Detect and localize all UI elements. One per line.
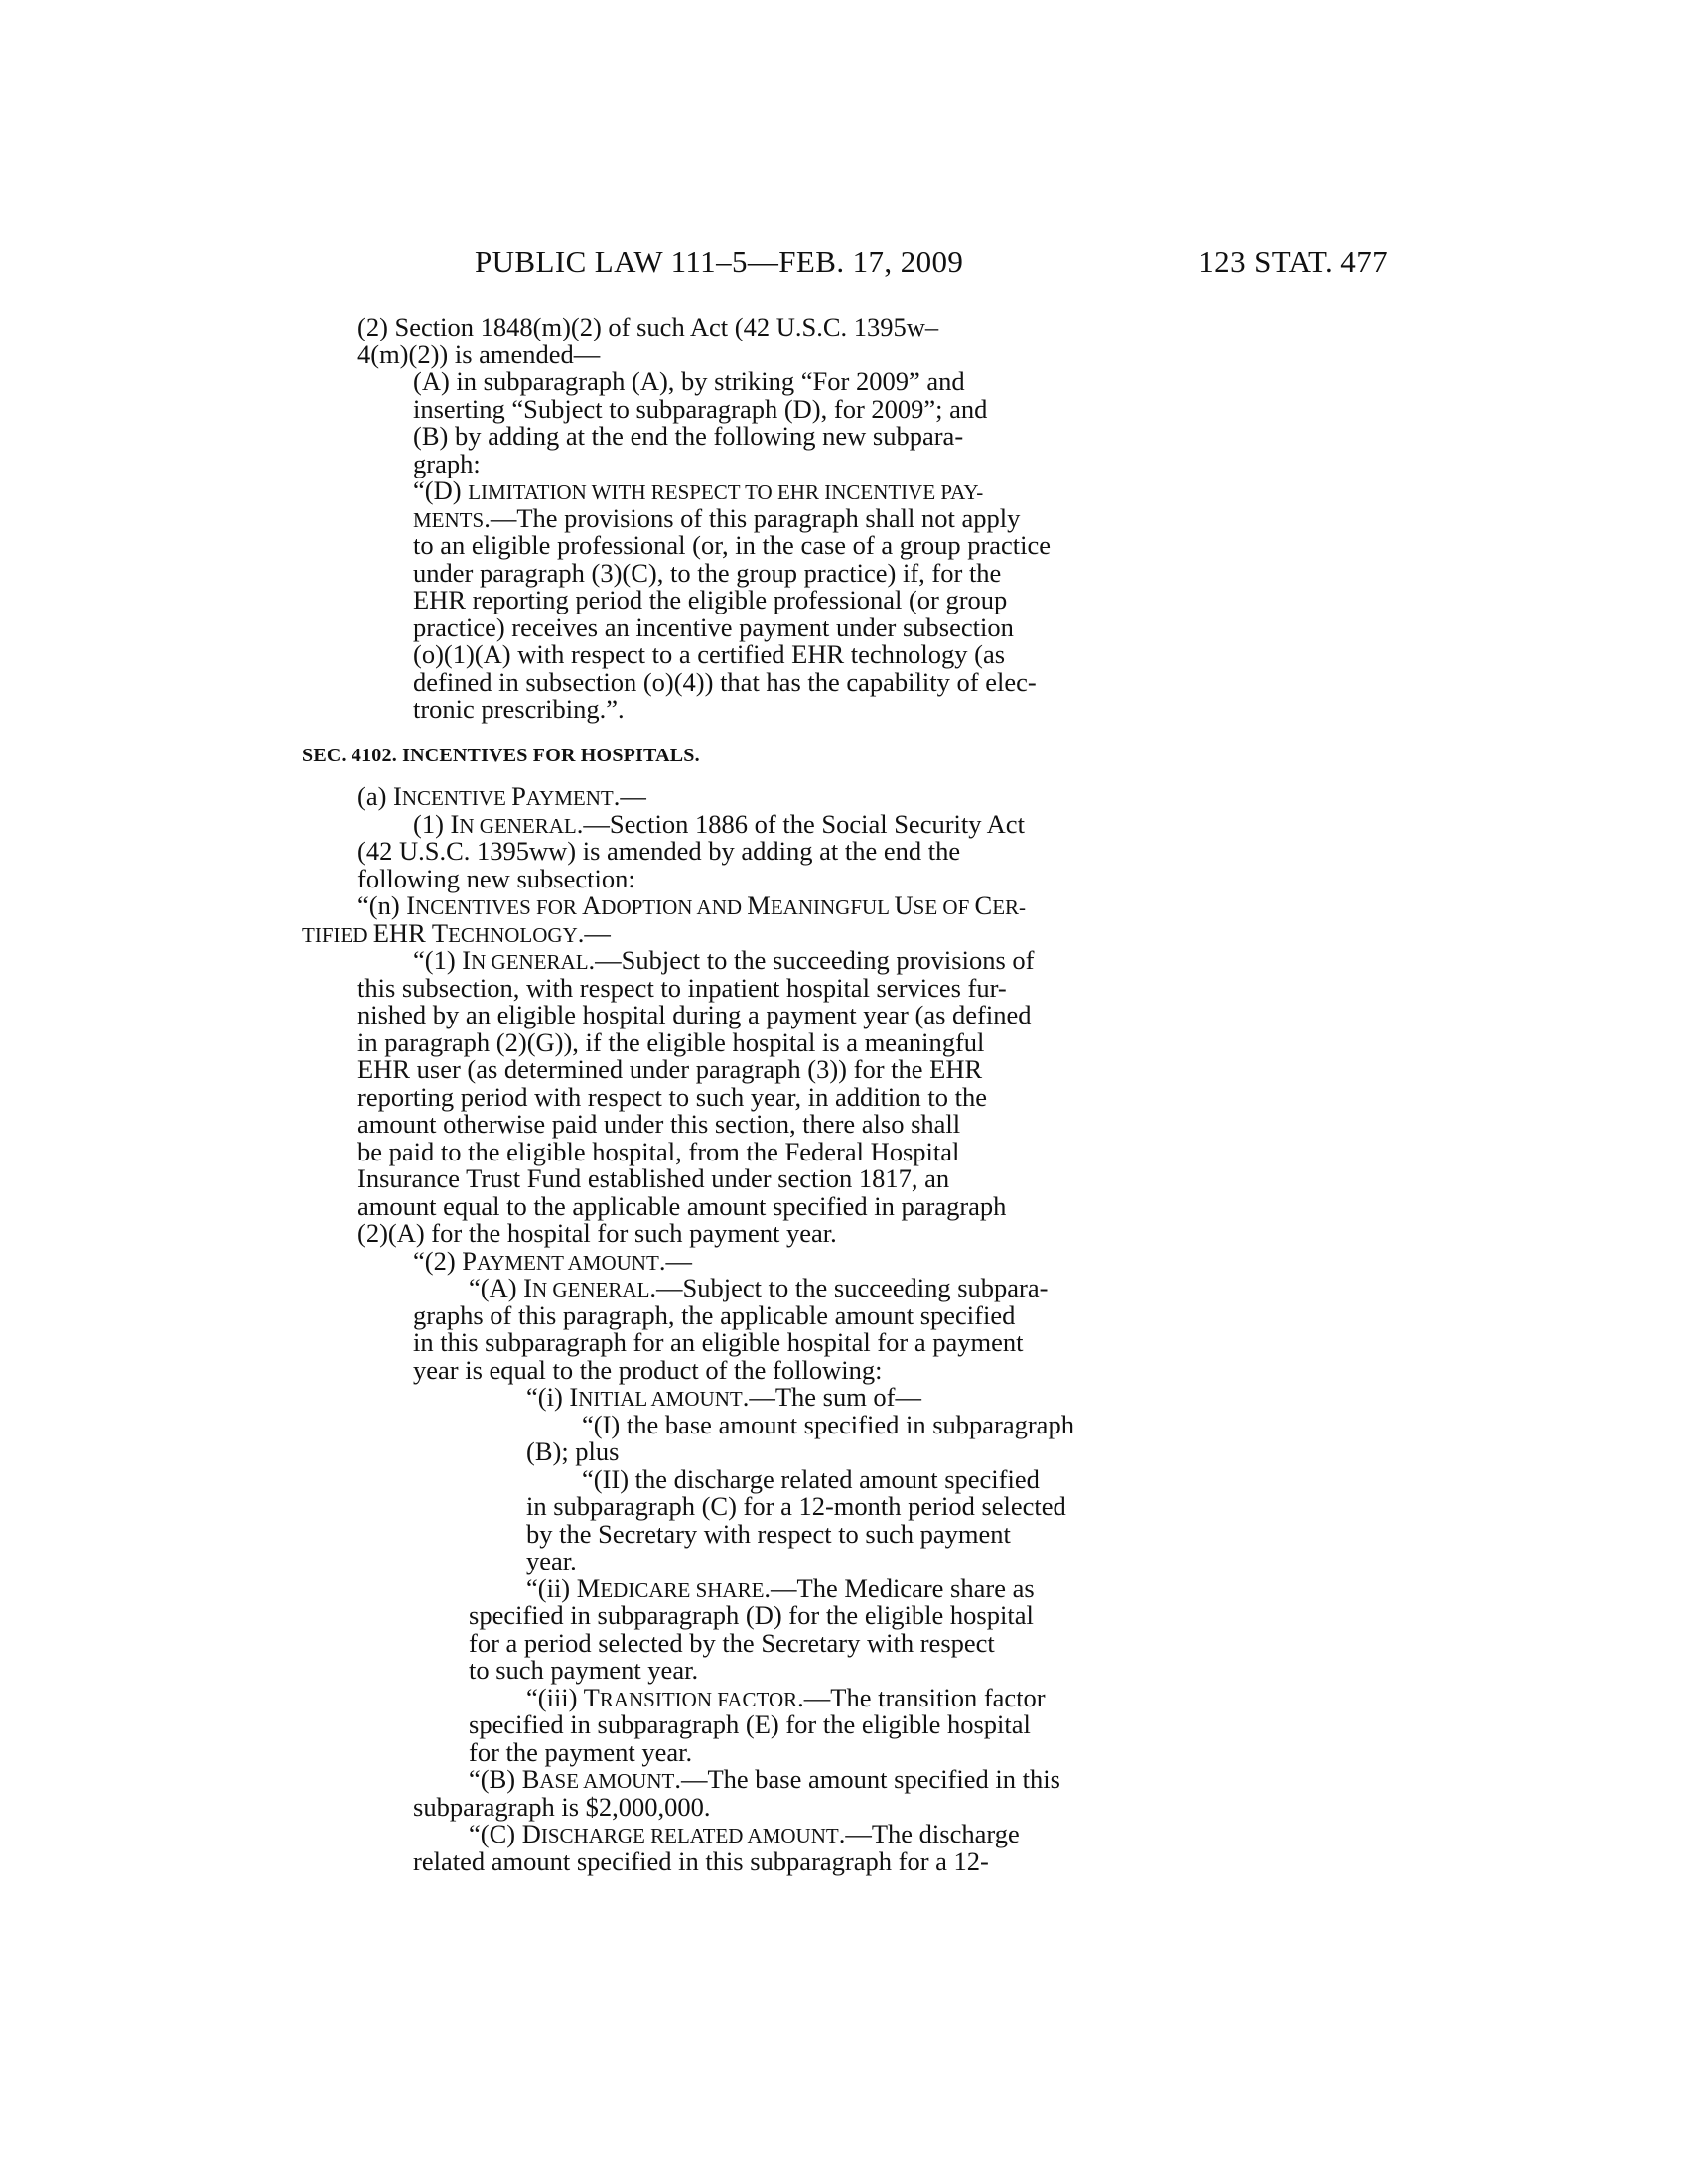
clause-i-heading: “(i) INITIAL AMOUNT.—The sum of— bbox=[526, 1382, 922, 1412]
subparagraph-d-line4: under paragraph (3)(C), to the group practice) if, for the bbox=[413, 557, 1002, 588]
subclause-II-line4: year. bbox=[526, 1546, 577, 1575]
n2a-line4: year is equal to the product of the following: bbox=[413, 1354, 883, 1385]
clause-ii-line3: for a period selected by the Secretary with respect bbox=[469, 1627, 995, 1658]
n1-line9: Insurance Trust Fund established under section 1817, an bbox=[357, 1163, 950, 1193]
subparagraph-a-line2: inserting “Subject to subparagraph (D), for 2009”; and bbox=[413, 393, 988, 424]
subparagraph-d-line1: “(D) LIMITATION WITH RESPECT TO EHR INCENTIVE PAY- bbox=[413, 476, 984, 505]
clause-iii-line3: for the payment year. bbox=[469, 1736, 693, 1767]
n2c-line1: “(C) DISCHARGE RELATED AMOUNT.—The discharge bbox=[469, 1819, 1020, 1848]
subparagraph-b-line2: graph: bbox=[413, 448, 481, 478]
n1-line8: be paid to the eligible hospital, from the Federal Hospital bbox=[357, 1136, 960, 1166]
n1-line11: (2)(A) for the hospital for such payment year. bbox=[357, 1218, 837, 1248]
n2b-line1: “(B) BASE AMOUNT.—The base amount specified in this bbox=[469, 1764, 1060, 1794]
paragraph-1-line2: (42 U.S.C. 1395ww) is amended by adding at the end the bbox=[357, 836, 961, 866]
subclause-II-line2: in subparagraph (C) for a 12-month period selected bbox=[526, 1491, 1066, 1521]
subparagraph-d-line9: tronic prescribing.”. bbox=[413, 694, 625, 724]
subsection-a-heading: (a) INCENTIVE PAYMENT.— bbox=[357, 781, 646, 811]
clause-ii-line4: to such payment year. bbox=[469, 1655, 699, 1685]
n2a-line2: graphs of this paragraph, the applicable amount specified bbox=[413, 1299, 1016, 1330]
n1-line4: in paragraph (2)(G)), if the eligible hospital is a meaningful bbox=[357, 1026, 985, 1057]
subparagraph-d-line3: to an eligible professional (or, in the case of a group practice bbox=[413, 530, 1052, 560]
subparagraph-d-line2: MENTS.—The provisions of this paragraph shall not apply bbox=[413, 502, 1021, 533]
subclause-I-line1: “(I) the base amount specified in subparagraph bbox=[582, 1409, 1074, 1439]
n1-line1: “(1) IN GENERAL.—Subject to the succeeding provisions of bbox=[413, 945, 1035, 975]
n2a-line3: in this subparagraph for an eligible hospital for a payment bbox=[413, 1327, 1024, 1357]
paragraph-2-line2: 4(m)(2)) is amended— bbox=[357, 339, 601, 369]
n1-line10: amount equal to the applicable amount specified in paragraph bbox=[357, 1190, 1007, 1221]
n2b-line2: subparagraph is $2,000,000. bbox=[413, 1791, 711, 1822]
n1-line5: EHR user (as determined under paragraph (3)) for the EHR bbox=[357, 1054, 983, 1084]
paragraph-2-line1: (2) Section 1848(m)(2) of such Act (42 U.S.C. 1395w– bbox=[357, 312, 939, 341]
page-header-stat: 123 STAT. 477 bbox=[1198, 244, 1388, 279]
clause-iii-line1: “(iii) TRANSITION FACTOR.—The transition factor bbox=[526, 1682, 1046, 1712]
n1-line3: nished by an eligible hospital during a payment year (as defined bbox=[357, 1000, 1032, 1029]
page-header bbox=[475, 244, 1388, 284]
subclause-II-line3: by the Secretary with respect to such payment bbox=[526, 1518, 1011, 1549]
n2a-line1: “(A) IN GENERAL.—Subject to the succeeding subpara- bbox=[469, 1273, 1049, 1302]
subsection-n-heading-line1: “(n) INCENTIVES FOR ADOPTION AND MEANINGFUL USE OF CER- bbox=[357, 890, 1027, 920]
subclause-I-line2: (B); plus bbox=[526, 1436, 620, 1466]
n1-line7: amount otherwise paid under this section, there also shall bbox=[357, 1109, 961, 1139]
subsection-n-heading-line2: TIFIED EHR TECHNOLOGY.— bbox=[302, 917, 611, 948]
clause-iii-line2: specified in subparagraph (E) for the eligible hospital bbox=[469, 1709, 1031, 1739]
n1-line2: this subsection, with respect to inpatient hospital services fur- bbox=[357, 972, 1007, 1003]
clause-ii-line1: “(ii) MEDICARE SHARE.—The Medicare share as bbox=[526, 1572, 1035, 1603]
subparagraph-d-line6: practice) receives an incentive payment under subsection bbox=[413, 612, 1014, 642]
subparagraph-d-line8: defined in subsection (o)(4)) that has the capability of elec- bbox=[413, 666, 1037, 697]
paragraph-1-line3: following new subsection: bbox=[357, 863, 635, 893]
n2-heading: “(2) PAYMENT AMOUNT.— bbox=[413, 1245, 692, 1276]
subclause-II-line1: “(II) the discharge related amount specified bbox=[582, 1463, 1040, 1494]
subparagraph-a-line1: (A) in subparagraph (A), by striking “For 2009” and bbox=[413, 366, 965, 396]
clause-ii-line2: specified in subparagraph (D) for the eligible hospital bbox=[469, 1600, 1034, 1630]
subparagraph-b-line1: (B) by adding at the end the following new subpara- bbox=[413, 421, 964, 451]
n1-line6: reporting period with respect to such year, in addition to the bbox=[357, 1081, 988, 1112]
n2c-line2: related amount specified in this subparagraph for a 12- bbox=[413, 1845, 989, 1876]
section-heading: SEC. 4102. INCENTIVES FOR HOSPITALS. bbox=[302, 745, 700, 766]
paragraph-1-line1: (1) IN GENERAL.—Section 1886 of the Social Security Act bbox=[413, 808, 1025, 839]
subparagraph-d-line7: (o)(1)(A) with respect to a certified EHR technology (as bbox=[413, 639, 1006, 669]
subparagraph-d-line5: EHR reporting period the eligible professional (or group bbox=[413, 585, 1008, 614]
page-header-title: PUBLIC LAW 111–5—FEB. 17, 2009 bbox=[475, 244, 964, 279]
